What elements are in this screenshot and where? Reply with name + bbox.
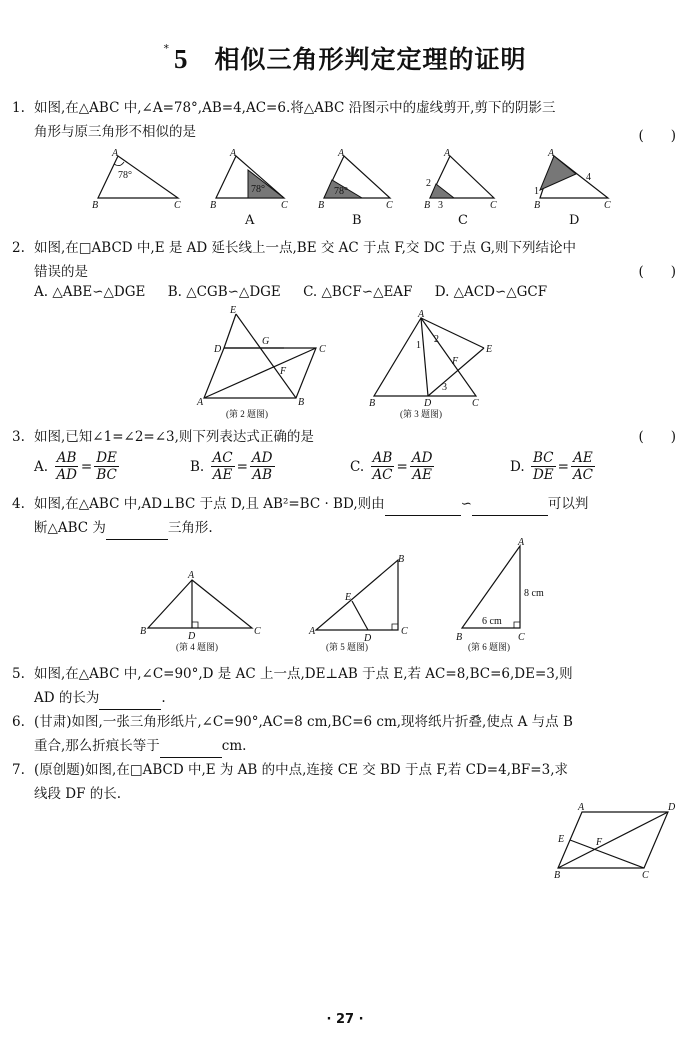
vertex-a: A xyxy=(197,397,204,408)
q4-blank-1[interactable] xyxy=(385,499,461,516)
q5-number: 5. xyxy=(12,666,25,682)
vertex-b: B xyxy=(456,632,463,643)
q1-figure-original xyxy=(90,148,185,210)
vertex-f: F xyxy=(596,837,603,848)
q1-option-d: D xyxy=(569,213,580,228)
vertex-c: C xyxy=(174,200,181,211)
angle-3: 3 xyxy=(442,382,447,393)
q2-options xyxy=(34,284,565,300)
angle-label: 78° xyxy=(334,186,348,197)
q2-option-c: C. △BCF∽△EAF xyxy=(303,284,413,300)
q1-option-c: C xyxy=(458,213,468,228)
q7-figure xyxy=(552,800,682,880)
q6-figure xyxy=(452,537,562,652)
q5-figure xyxy=(308,552,418,652)
q4-line1b: 可以判 xyxy=(547,496,589,512)
angle-label: 78° xyxy=(118,170,132,181)
title-text: 相似三角形判定定理的证明 xyxy=(214,45,527,74)
q4-number: 4. xyxy=(12,496,25,512)
page-title xyxy=(0,40,690,76)
vertex-a: A xyxy=(309,626,316,637)
vertex-b: B xyxy=(318,200,325,211)
q1-figure-c xyxy=(424,148,509,210)
vertex-b: B xyxy=(554,870,561,881)
question-3 xyxy=(12,425,676,449)
page-number: · 27 · xyxy=(326,1012,364,1027)
q2-option-d: D. △ACD∽△GCF xyxy=(434,284,548,300)
seg-label-4: 4 xyxy=(586,172,591,183)
q4-line1a: 如图,在△ABC 中,AD⊥BC 于点 D,且 AB²=BC · BD,则由 xyxy=(34,496,385,512)
q1-answer-paren: ( ) xyxy=(638,128,676,144)
q6-line2a: 重合,那么折痕长等于 xyxy=(34,738,160,754)
vertex-c: C xyxy=(518,632,525,643)
q3-option-c: C. AB AC = AD AE xyxy=(350,450,433,483)
label-6cm: 6 cm xyxy=(482,616,502,627)
q3-line1: 如图,已知∠1=∠2=∠3,则下列表达式正确的是 xyxy=(34,429,314,445)
q6-blank[interactable] xyxy=(160,741,222,758)
q3-option-b: B. AC AE = AD AB xyxy=(190,450,273,483)
q1-option-a: A xyxy=(245,213,255,228)
vertex-d: D xyxy=(214,344,222,355)
vertex-b: B xyxy=(140,626,147,637)
question-2 xyxy=(12,236,676,284)
vertex-b: B xyxy=(298,397,305,408)
angle-1: 1 xyxy=(416,340,421,351)
vertex-a: A xyxy=(518,537,525,548)
vertex-b: B xyxy=(534,200,541,211)
q3-answer-paren: ( ) xyxy=(638,429,676,445)
label-8cm: 8 cm xyxy=(524,588,544,599)
vertex-a: A xyxy=(188,570,195,581)
q6-number: 6. xyxy=(12,714,25,730)
q3-figure xyxy=(366,310,506,422)
vertex-b: B xyxy=(398,554,405,565)
q7-line2: 线段 DF 的长. xyxy=(34,786,122,802)
fig5-caption: (第 5 题图) xyxy=(326,642,368,652)
vertex-e: E xyxy=(230,305,237,316)
q3-option-a: A. AB AD = DE BC xyxy=(34,450,117,483)
title-star: * xyxy=(163,42,170,55)
q1-figure-d xyxy=(534,148,619,210)
q5-line1: 如图,在△ABC 中,∠C=90°,D 是 AC 上一点,DE⊥AB 于点 E,若 AC=8,BC=6,DE=3,则 xyxy=(34,666,573,682)
question-5 xyxy=(12,662,676,710)
q1-figure-b xyxy=(318,148,413,210)
fig6-caption: (第 6 题图) xyxy=(468,642,510,652)
seg-label-3: 3 xyxy=(438,200,443,211)
q3-option-d: D. BC DE = AE AC xyxy=(510,450,594,483)
vertex-c: C xyxy=(472,398,479,409)
angle-label: 78° xyxy=(251,184,265,195)
vertex-b: B xyxy=(424,200,431,211)
q4-sim: ∽ xyxy=(460,496,472,512)
vertex-e: E xyxy=(345,592,352,603)
vertex-b: B xyxy=(369,398,376,409)
vertex-g: G xyxy=(262,336,270,347)
vertex-a: A xyxy=(418,309,425,320)
q2-line1: 如图,在□ABCD 中,E 是 AD 延长线上一点,BE 交 AC 于点 F,交 DC 于点 G,则下列结论中 xyxy=(34,240,576,256)
fig4-caption: (第 4 题图) xyxy=(176,642,218,652)
q1-figure-a xyxy=(208,148,303,210)
question-1 xyxy=(12,96,676,144)
q2-option-a: A. △ABE∽△DGE xyxy=(34,284,146,300)
q5-blank[interactable] xyxy=(99,693,161,710)
vertex-c: C xyxy=(386,200,393,211)
vertex-c: C xyxy=(281,200,288,211)
vertex-e: E xyxy=(486,344,493,355)
q5-line2a: AD 的长为 xyxy=(34,690,100,706)
question-6 xyxy=(12,710,676,758)
angle-2: 2 xyxy=(434,334,439,345)
vertex-c: C xyxy=(401,626,408,637)
q1-line1: 如图,在△ABC 中,∠A=78°,AB=4,AC=6.将△ABC 沿图示中的虚线剪开,剪下的阴影三 xyxy=(34,100,556,116)
vertex-c: C xyxy=(254,626,261,637)
q6-line2b: cm. xyxy=(221,738,247,754)
vertex-a: A xyxy=(112,148,119,159)
vertex-d: D xyxy=(364,633,372,644)
q2-number: 2. xyxy=(12,240,25,256)
q6-line1: (甘肃)如图,一张三角形纸片,∠C=90°,AC=8 cm,BC=6 cm,现将纸片折叠,使点 A 与点 B xyxy=(34,714,573,730)
question-7 xyxy=(12,758,676,806)
vertex-a: A xyxy=(548,148,555,159)
q2-figure xyxy=(196,306,336,421)
q3-options xyxy=(34,450,674,490)
vertex-b: B xyxy=(210,200,217,211)
vertex-a: A xyxy=(338,148,345,159)
vertex-c: C xyxy=(642,870,649,881)
q4-line2b: 三角形. xyxy=(167,520,213,536)
q1-line2: 角形与原三角形不相似的是 xyxy=(34,124,196,140)
seg-label-1: 1 xyxy=(534,186,539,197)
vertex-c: C xyxy=(319,344,326,355)
vertex-a: A xyxy=(578,802,585,813)
q1-option-b: B xyxy=(352,213,362,228)
vertex-f: F xyxy=(280,366,287,377)
vertex-d: D xyxy=(424,398,432,409)
q1-number: 1. xyxy=(12,100,25,116)
seg-label-2: 2 xyxy=(426,178,431,189)
vertex-a: A xyxy=(444,148,451,159)
q4-blank-2[interactable] xyxy=(472,499,548,516)
vertex-d: D xyxy=(668,802,676,813)
title-number: 5 xyxy=(173,44,189,74)
q4-figure xyxy=(140,568,270,652)
vertex-c: C xyxy=(490,200,497,211)
fig3-caption: (第 3 题图) xyxy=(400,409,442,419)
q2-answer-paren: ( ) xyxy=(638,264,676,280)
q4-blank-3[interactable] xyxy=(106,523,168,540)
q4-line2a: 断△ABC 为 xyxy=(34,520,106,536)
fig2-caption: (第 2 题图) xyxy=(226,409,268,419)
vertex-b: B xyxy=(92,200,99,211)
vertex-a: A xyxy=(230,148,237,159)
vertex-f: F xyxy=(452,356,459,367)
vertex-c: C xyxy=(604,200,611,211)
vertex-d: D xyxy=(188,631,196,642)
q5-line2b: . xyxy=(161,690,166,706)
vertex-e: E xyxy=(558,834,565,845)
q2-line2: 错误的是 xyxy=(34,264,88,280)
q2-option-b: B. △CGB∽△DGE xyxy=(167,284,281,300)
question-4 xyxy=(12,492,676,540)
q7-number: 7. xyxy=(12,762,25,778)
q3-number: 3. xyxy=(12,429,25,445)
q7-line1: (原创题)如图,在□ABCD 中,E 为 AB 的中点,连接 CE 交 BD 于点 F,若 CD=4,BF=3,求 xyxy=(34,762,568,778)
